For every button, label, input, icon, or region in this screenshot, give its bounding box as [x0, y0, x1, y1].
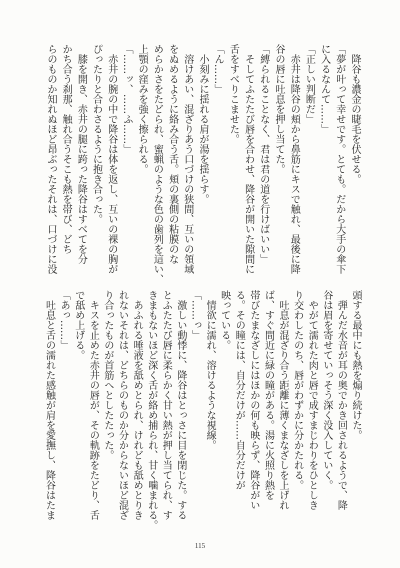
text-column: 頭する最中にも熱を煽り続けた。 [350, 290, 361, 440]
page-number: 115 [194, 542, 206, 550]
upper-text-block [42, 44, 362, 286]
text-column: 映っている。 [218, 290, 230, 350]
text-column: で舐め上げる。 [72, 290, 84, 360]
text-column: 降谷も濃金の睫毛を伏せる。 [349, 54, 360, 184]
text-column: 赤井は降谷の頬から鼻筋にキスで触れ、最後に降 [288, 54, 300, 274]
text-column: 「夢が叶って幸せです。とても。だから大手の傘下 [333, 44, 345, 274]
text-column: きまもないほど深く舌が絡め捕られ、甘く噛まれる。 [145, 290, 157, 530]
text-column: 谷は眉を寄せていっそう深く没入していく。 [320, 290, 332, 490]
text-column: めらかさをたどられ、蜜蝋のような色の歯列を這い、 [151, 44, 163, 284]
text-column: 「正しい判断だ」 [303, 44, 315, 124]
text-column: らのものか知れぬほど昂ぶったそれは、口づけに没 [44, 44, 56, 274]
text-column: 「縛られることなく、君は君の道を行けばいい」 [257, 44, 269, 264]
text-column: 溶けあい、混ざりあう口づけの狭間、互いの領域 [181, 54, 193, 274]
text-column: ば、すぐ間近に緑の瞳がある。湯に火照り熱を [262, 290, 274, 500]
text-column: る。その瞳には、自分だけが……自分だけが [233, 290, 245, 490]
text-column: 上顎の窪みを強く擦られる。 [136, 44, 148, 174]
text-column: 舌をすべりこませた。 [227, 44, 239, 144]
text-column: 吐息が混ざり合う距離に薄くまなざしを上げれ [277, 300, 289, 510]
text-column: に入るなんて……」 [318, 44, 330, 134]
text-column: り合ったものが首筋へとしたたった。 [101, 290, 113, 460]
text-column: れないそれは、どちらのものか分からないほど混ざ [116, 290, 128, 520]
text-column: 吐息と舌の濡れた感触が肩を愛撫し、降谷はたま [43, 300, 55, 520]
text-column: 「あっ……」 [58, 290, 70, 350]
text-column: ぴったりと合わさるように抱き合った。 [90, 44, 102, 224]
text-column: とふたたび唇に柔らかく甘い熱が押し当てられ、す [160, 290, 172, 520]
text-column: 谷の唇に吐息を押し当てた。 [272, 44, 284, 174]
lower-text-block [40, 290, 362, 532]
text-column: 膝を開き、赤井の腿に跨った降谷はすべてを分 [75, 54, 87, 264]
text-column: り交わしたのち、唇がわずかに分かたれる。 [291, 290, 303, 490]
text-column: 「ん……」 [212, 44, 224, 94]
text-column: 小刻みに揺れる肩が湯を揺らす。 [196, 54, 208, 204]
text-column: 弾んだ水音が耳の奥でかき回されるようで、降 [335, 300, 347, 510]
text-column: 「……ッ、……ふ……」 [120, 44, 132, 154]
text-column: 激しい動悸に、降谷はとっさに目を閉じた。する [174, 300, 186, 520]
text-column: 帯びたまなざしにはほかの何も映らず、降谷がい [247, 290, 259, 510]
text-column: 赤井の腕の中で降谷は体を返し、互いの裸の胸が [105, 54, 117, 274]
text-column: キスを止めた赤井の唇が、その軌跡をたどり、舌 [87, 300, 99, 520]
text-column: そしてふたたび唇を合わせ、降谷が開いた隙間に [242, 54, 254, 274]
text-column: あふれる唾液を舐めとられ、けれども舐めとりき [131, 300, 143, 520]
text-column: 情欲に濡れ、溶けるような視線。 [204, 300, 216, 450]
text-column: 「……っ」 [189, 290, 201, 340]
text-column: をぬめるように絡み合う舌。頬の裏側の粘膜のな [166, 44, 178, 264]
text-column: やがて濡れた肉と唇で成すまじわりをひとしき [306, 300, 318, 510]
text-column: かち合う刹那、触れ合うそこも熱を帯び、どち [60, 44, 72, 254]
